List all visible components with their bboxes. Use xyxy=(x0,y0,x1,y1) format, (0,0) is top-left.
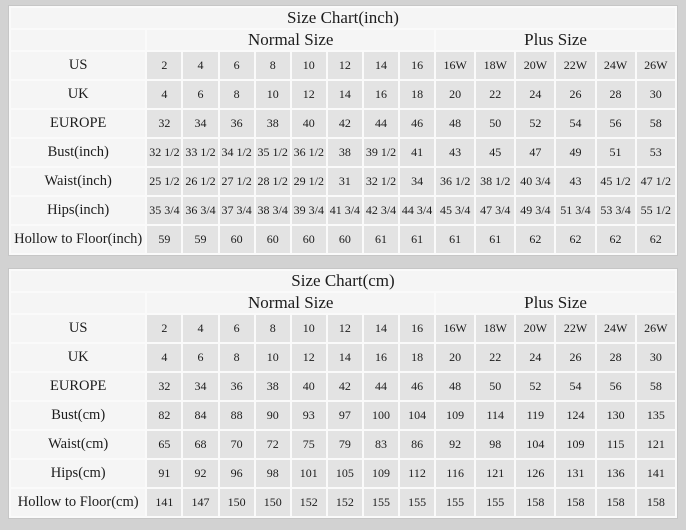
size-value-cell: 30 xyxy=(637,344,675,371)
size-value-cell: 91 xyxy=(147,460,181,487)
size-value-cell: 98 xyxy=(476,431,514,458)
size-value-cell: 56 xyxy=(597,373,635,400)
size-value-cell: 51 3/4 xyxy=(556,197,594,224)
table-title: Size Chart(inch) xyxy=(11,8,675,28)
size-value-cell: 34 xyxy=(400,168,434,195)
size-value-cell: 16 xyxy=(364,344,398,371)
size-value-cell: 37 3/4 xyxy=(220,197,254,224)
size-value-cell: 92 xyxy=(183,460,217,487)
size-value-cell: 28 1/2 xyxy=(256,168,290,195)
size-value-cell: 86 xyxy=(400,431,434,458)
table-row xyxy=(11,402,675,429)
table-row xyxy=(11,81,675,108)
size-value-cell: 61 xyxy=(436,226,474,253)
size-value-cell: 158 xyxy=(637,489,675,516)
size-value-cell: 30 xyxy=(637,81,675,108)
size-value-cell: 14 xyxy=(364,315,398,342)
table-row xyxy=(11,168,675,195)
size-value-cell: 65 xyxy=(147,431,181,458)
size-value-cell: 115 xyxy=(597,431,635,458)
size-value-cell: 32 xyxy=(147,373,181,400)
corner-cell xyxy=(11,293,145,313)
table-row xyxy=(11,431,675,458)
row-label: Hips(inch) xyxy=(11,197,145,224)
size-value-cell: 25 1/2 xyxy=(147,168,181,195)
size-value-cell: 46 xyxy=(400,373,434,400)
size-value-cell: 48 xyxy=(436,110,474,137)
size-value-cell: 62 xyxy=(597,226,635,253)
size-value-cell: 18W xyxy=(476,52,514,79)
row-label: Waist(inch) xyxy=(11,168,145,195)
size-value-cell: 8 xyxy=(256,315,290,342)
size-value-cell: 10 xyxy=(292,52,326,79)
size-value-cell: 39 1/2 xyxy=(364,139,398,166)
size-value-cell: 36 xyxy=(220,110,254,137)
size-value-cell: 141 xyxy=(147,489,181,516)
size-value-cell: 61 xyxy=(476,226,514,253)
size-value-cell: 150 xyxy=(256,489,290,516)
row-label: UK xyxy=(11,344,145,371)
size-value-cell: 48 xyxy=(436,373,474,400)
row-label: UK xyxy=(11,81,145,108)
table-row xyxy=(11,226,675,253)
size-value-cell: 22W xyxy=(556,315,594,342)
size-value-cell: 26 xyxy=(556,81,594,108)
size-value-cell: 49 xyxy=(556,139,594,166)
size-value-cell: 38 xyxy=(328,139,362,166)
size-value-cell: 12 xyxy=(292,344,326,371)
size-value-cell: 24 xyxy=(516,344,554,371)
size-value-cell: 8 xyxy=(220,81,254,108)
size-value-cell: 158 xyxy=(556,489,594,516)
table-title-row xyxy=(11,8,675,28)
size-value-cell: 53 xyxy=(637,139,675,166)
size-value-cell: 47 xyxy=(516,139,554,166)
size-value-cell: 43 xyxy=(556,168,594,195)
size-value-cell: 70 xyxy=(220,431,254,458)
size-value-cell: 36 1/2 xyxy=(292,139,326,166)
size-value-cell: 109 xyxy=(364,460,398,487)
row-label: US xyxy=(11,52,145,79)
size-value-cell: 42 3/4 xyxy=(364,197,398,224)
size-value-cell: 35 1/2 xyxy=(256,139,290,166)
size-value-cell: 18W xyxy=(476,315,514,342)
size-value-cell: 20 xyxy=(436,344,474,371)
table-row xyxy=(11,373,675,400)
size-value-cell: 28 xyxy=(597,81,635,108)
size-value-cell: 155 xyxy=(476,489,514,516)
size-value-cell: 155 xyxy=(436,489,474,516)
table-row xyxy=(11,52,675,79)
size-value-cell: 136 xyxy=(597,460,635,487)
size-value-cell: 18 xyxy=(400,344,434,371)
size-value-cell: 28 xyxy=(597,344,635,371)
size-value-cell: 40 3/4 xyxy=(516,168,554,195)
size-value-cell: 55 1/2 xyxy=(637,197,675,224)
size-value-cell: 135 xyxy=(637,402,675,429)
size-value-cell: 34 xyxy=(183,110,217,137)
size-value-cell: 26 xyxy=(556,344,594,371)
table-row xyxy=(11,460,675,487)
row-label: EUROPE xyxy=(11,110,145,137)
size-value-cell: 56 xyxy=(597,110,635,137)
row-label: US xyxy=(11,315,145,342)
size-value-cell: 16 xyxy=(400,315,434,342)
size-value-cell: 158 xyxy=(597,489,635,516)
size-value-cell: 61 xyxy=(364,226,398,253)
size-value-cell: 124 xyxy=(556,402,594,429)
size-value-cell: 62 xyxy=(556,226,594,253)
size-value-cell: 62 xyxy=(516,226,554,253)
size-value-cell: 45 3/4 xyxy=(436,197,474,224)
size-value-cell: 14 xyxy=(364,52,398,79)
size-value-cell: 45 xyxy=(476,139,514,166)
size-value-cell: 150 xyxy=(220,489,254,516)
size-value-cell: 83 xyxy=(364,431,398,458)
size-value-cell: 90 xyxy=(256,402,290,429)
size-value-cell: 47 3/4 xyxy=(476,197,514,224)
size-value-cell: 54 xyxy=(556,373,594,400)
size-value-cell: 58 xyxy=(637,373,675,400)
size-value-cell: 46 xyxy=(400,110,434,137)
size-value-cell: 96 xyxy=(220,460,254,487)
size-value-cell: 35 3/4 xyxy=(147,197,181,224)
row-label: Hollow to Floor(inch) xyxy=(11,226,145,253)
size-value-cell: 131 xyxy=(556,460,594,487)
size-value-cell: 51 xyxy=(597,139,635,166)
size-value-cell: 75 xyxy=(292,431,326,458)
size-value-cell: 26W xyxy=(637,52,675,79)
size-value-cell: 61 xyxy=(400,226,434,253)
size-value-cell: 14 xyxy=(328,81,362,108)
table-row xyxy=(11,110,675,137)
size-value-cell: 152 xyxy=(292,489,326,516)
size-value-cell: 20W xyxy=(516,52,554,79)
size-value-cell: 22 xyxy=(476,81,514,108)
size-value-cell: 68 xyxy=(183,431,217,458)
table-title: Size Chart(cm) xyxy=(11,271,675,291)
size-value-cell: 52 xyxy=(516,110,554,137)
size-value-cell: 104 xyxy=(400,402,434,429)
size-value-cell: 22 xyxy=(476,344,514,371)
size-value-cell: 14 xyxy=(328,344,362,371)
size-value-cell: 29 1/2 xyxy=(292,168,326,195)
row-label: Bust(inch) xyxy=(11,139,145,166)
row-label: EUROPE xyxy=(11,373,145,400)
table-row xyxy=(11,139,675,166)
size-value-cell: 4 xyxy=(183,315,217,342)
size-value-cell: 26W xyxy=(637,315,675,342)
size-value-cell: 4 xyxy=(147,344,181,371)
size-value-cell: 147 xyxy=(183,489,217,516)
size-value-cell: 58 xyxy=(637,110,675,137)
size-value-cell: 88 xyxy=(220,402,254,429)
size-value-cell: 20 xyxy=(436,81,474,108)
size-value-cell: 26 1/2 xyxy=(183,168,217,195)
size-value-cell: 36 3/4 xyxy=(183,197,217,224)
size-value-cell: 36 1/2 xyxy=(436,168,474,195)
size-value-cell: 2 xyxy=(147,315,181,342)
size-value-cell: 18 xyxy=(400,81,434,108)
size-value-cell: 155 xyxy=(400,489,434,516)
size-value-cell: 22W xyxy=(556,52,594,79)
table-title-row xyxy=(11,271,675,291)
size-value-cell: 158 xyxy=(516,489,554,516)
size-value-cell: 60 xyxy=(328,226,362,253)
size-value-cell: 60 xyxy=(292,226,326,253)
size-value-cell: 10 xyxy=(256,81,290,108)
size-value-cell: 36 xyxy=(220,373,254,400)
size-value-cell: 39 3/4 xyxy=(292,197,326,224)
size-value-cell: 52 xyxy=(516,373,554,400)
size-value-cell: 60 xyxy=(220,226,254,253)
size-value-cell: 38 xyxy=(256,110,290,137)
plus-size-header: Plus Size xyxy=(436,293,675,313)
size-value-cell: 43 xyxy=(436,139,474,166)
normal-size-header: Normal Size xyxy=(147,293,434,313)
size-value-cell: 16W xyxy=(436,315,474,342)
size-value-cell: 12 xyxy=(328,52,362,79)
size-value-cell: 42 xyxy=(328,373,362,400)
size-value-cell: 44 3/4 xyxy=(400,197,434,224)
size-value-cell: 4 xyxy=(147,81,181,108)
size-value-cell: 16 xyxy=(400,52,434,79)
size-value-cell: 82 xyxy=(147,402,181,429)
size-value-cell: 116 xyxy=(436,460,474,487)
size-value-cell: 155 xyxy=(364,489,398,516)
row-label: Bust(cm) xyxy=(11,402,145,429)
size-value-cell: 54 xyxy=(556,110,594,137)
table-row xyxy=(11,344,675,371)
size-value-cell: 24W xyxy=(597,315,635,342)
size-value-cell: 10 xyxy=(292,315,326,342)
size-value-cell: 12 xyxy=(328,315,362,342)
size-chart-cm-table xyxy=(8,268,678,519)
size-value-cell: 47 1/2 xyxy=(637,168,675,195)
size-value-cell: 2 xyxy=(147,52,181,79)
size-value-cell: 45 1/2 xyxy=(597,168,635,195)
size-value-cell: 109 xyxy=(436,402,474,429)
size-value-cell: 32 xyxy=(147,110,181,137)
size-value-cell: 50 xyxy=(476,373,514,400)
corner-cell xyxy=(11,30,145,50)
column-group-row xyxy=(11,30,675,50)
size-value-cell: 41 3/4 xyxy=(328,197,362,224)
normal-size-header: Normal Size xyxy=(147,30,434,50)
row-label: Waist(cm) xyxy=(11,431,145,458)
size-value-cell: 92 xyxy=(436,431,474,458)
size-value-cell: 8 xyxy=(256,52,290,79)
size-value-cell: 114 xyxy=(476,402,514,429)
size-value-cell: 40 xyxy=(292,110,326,137)
size-value-cell: 105 xyxy=(328,460,362,487)
size-value-cell: 49 3/4 xyxy=(516,197,554,224)
size-value-cell: 32 1/2 xyxy=(364,168,398,195)
size-value-cell: 20W xyxy=(516,315,554,342)
row-label: Hollow to Floor(cm) xyxy=(11,489,145,516)
size-value-cell: 121 xyxy=(476,460,514,487)
cm-table-body xyxy=(11,315,675,516)
size-value-cell: 126 xyxy=(516,460,554,487)
size-value-cell: 79 xyxy=(328,431,362,458)
size-value-cell: 60 xyxy=(256,226,290,253)
size-value-cell: 12 xyxy=(292,81,326,108)
table-row xyxy=(11,197,675,224)
size-value-cell: 62 xyxy=(637,226,675,253)
row-label: Hips(cm) xyxy=(11,460,145,487)
column-group-row xyxy=(11,293,675,313)
size-value-cell: 44 xyxy=(364,373,398,400)
size-value-cell: 141 xyxy=(637,460,675,487)
size-value-cell: 32 1/2 xyxy=(147,139,181,166)
table-row xyxy=(11,489,675,516)
size-value-cell: 31 xyxy=(328,168,362,195)
size-value-cell: 6 xyxy=(220,52,254,79)
size-value-cell: 84 xyxy=(183,402,217,429)
size-value-cell: 93 xyxy=(292,402,326,429)
size-value-cell: 6 xyxy=(220,315,254,342)
plus-size-header: Plus Size xyxy=(436,30,675,50)
size-value-cell: 24W xyxy=(597,52,635,79)
size-value-cell: 6 xyxy=(183,81,217,108)
size-value-cell: 98 xyxy=(256,460,290,487)
size-value-cell: 59 xyxy=(147,226,181,253)
size-value-cell: 41 xyxy=(400,139,434,166)
size-value-cell: 50 xyxy=(476,110,514,137)
table-row xyxy=(11,315,675,342)
inch-table-body xyxy=(11,52,675,253)
size-value-cell: 130 xyxy=(597,402,635,429)
size-value-cell: 42 xyxy=(328,110,362,137)
size-value-cell: 38 3/4 xyxy=(256,197,290,224)
size-value-cell: 16W xyxy=(436,52,474,79)
size-value-cell: 104 xyxy=(516,431,554,458)
size-value-cell: 34 1/2 xyxy=(220,139,254,166)
size-value-cell: 38 1/2 xyxy=(476,168,514,195)
size-value-cell: 27 1/2 xyxy=(220,168,254,195)
size-value-cell: 10 xyxy=(256,344,290,371)
size-value-cell: 6 xyxy=(183,344,217,371)
size-value-cell: 101 xyxy=(292,460,326,487)
size-value-cell: 24 xyxy=(516,81,554,108)
size-value-cell: 100 xyxy=(364,402,398,429)
size-value-cell: 59 xyxy=(183,226,217,253)
size-value-cell: 16 xyxy=(364,81,398,108)
size-value-cell: 119 xyxy=(516,402,554,429)
size-value-cell: 34 xyxy=(183,373,217,400)
size-value-cell: 8 xyxy=(220,344,254,371)
size-value-cell: 44 xyxy=(364,110,398,137)
size-value-cell: 40 xyxy=(292,373,326,400)
size-value-cell: 97 xyxy=(328,402,362,429)
size-value-cell: 72 xyxy=(256,431,290,458)
size-value-cell: 53 3/4 xyxy=(597,197,635,224)
size-value-cell: 121 xyxy=(637,431,675,458)
size-value-cell: 38 xyxy=(256,373,290,400)
size-chart-inch-table xyxy=(8,5,678,256)
size-value-cell: 109 xyxy=(556,431,594,458)
size-value-cell: 152 xyxy=(328,489,362,516)
size-value-cell: 112 xyxy=(400,460,434,487)
size-value-cell: 33 1/2 xyxy=(183,139,217,166)
size-value-cell: 4 xyxy=(183,52,217,79)
